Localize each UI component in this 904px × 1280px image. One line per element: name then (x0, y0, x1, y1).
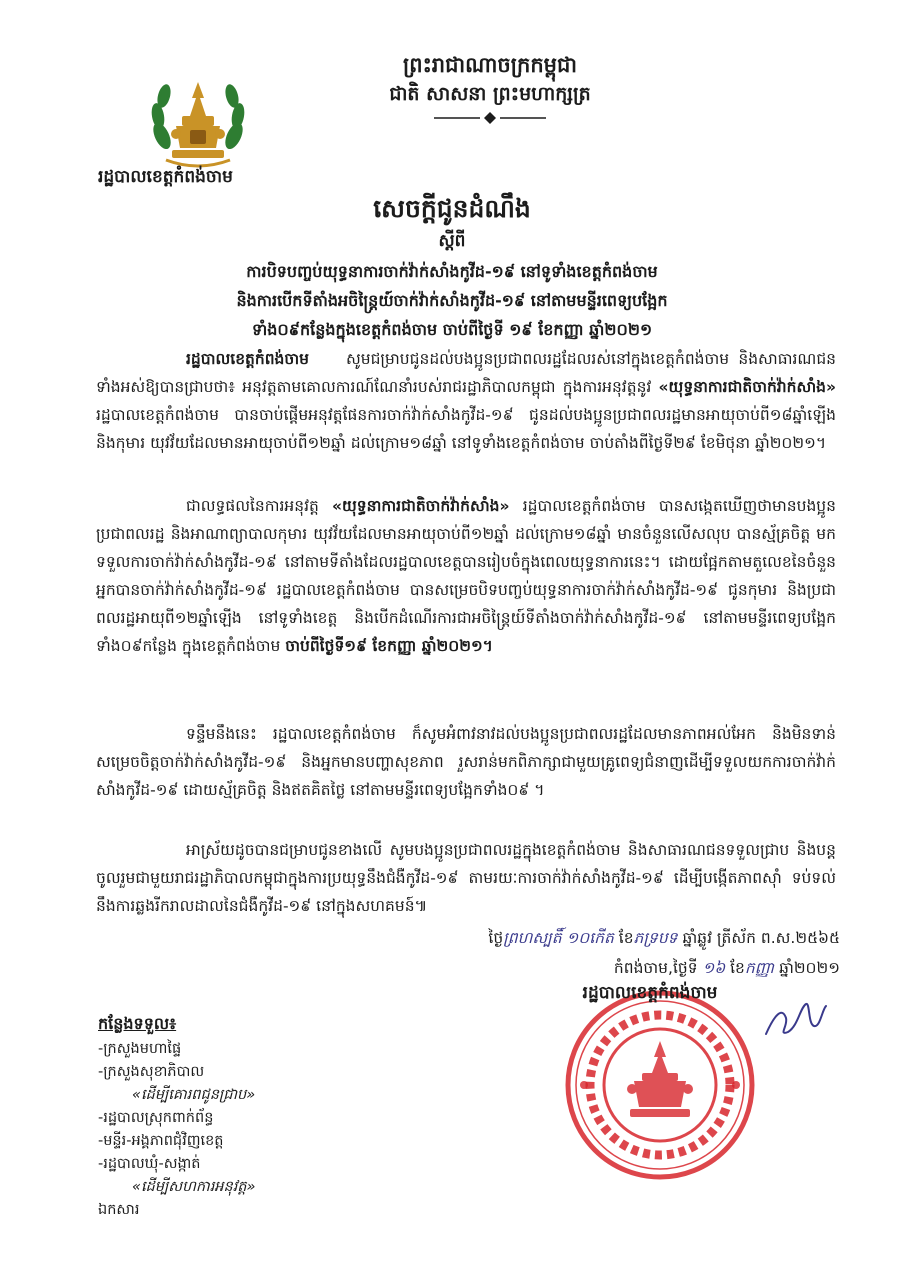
paragraph-text: សូមជម្រាបជូនដល់បងប្អូនប្រជាពលរដ្ឋដែលរស់នៅក្នុងខេត្តកំពង់ចាម និងសាធារណជនទាំងអស់ឱ្យបានជ្រាបថា៖ អនុវត្តតាមគោលការណ៍ណែនាំរបស់រាជរដ្ឋាភិបាលកម្ពុជា ក្នុងការអនុវត្តនូវ (96, 350, 836, 396)
lunar-month-handwritten: ភទ្របទ (633, 929, 678, 947)
year: ឆ្នាំ២០២១ (779, 959, 840, 977)
document-title: សេចក្តីជូនដំណឹង (373, 194, 531, 223)
campaign-name: «យុទ្ធនាការជាតិចាក់វ៉ាក់សាំង» (658, 378, 836, 396)
lunar-day-label: ថ្ងៃ (488, 929, 504, 947)
month-handwritten: កញ្ញា (744, 959, 775, 977)
lunar-day-handwritten: ព្រហស្បតិ៍ ១០កើត (503, 929, 614, 947)
subject-line: ទាំង០៩កន្លែងក្នុងខេត្តកំពង់ចាម ចាប់ពីថ្ងៃទី ១៩ ខែកញ្ញា ឆ្នាំ២០២១ (251, 320, 653, 339)
recipient-note: «ដើម្បីសហការអនុវត្ត» (132, 1179, 256, 1195)
day-handwritten: ១៦ (702, 959, 726, 977)
lunar-year: ឆ្នាំឆ្លូវ ត្រីស័ក ព.ស.២៥៦៥ (682, 929, 840, 947)
recipient-item: -រដ្ឋបាលស្រុកពាក់ព័ន្ធ (98, 1110, 214, 1126)
month-label: ខែ (730, 959, 745, 977)
subject-line: និងការបើកទីតាំងអចិន្ត្រៃយ៍ចាក់វ៉ាក់សាំងកូវីដ-១៩ នៅតាមមន្ទីរពេទ្យបង្អែក (236, 291, 668, 310)
issuing-authority: រដ្ឋបាលខេត្តកំពង់ចាម (98, 167, 233, 187)
royal-emblem-icon (146, 76, 250, 172)
paragraph-text: រដ្ឋបាលខេត្តកំពង់ចាម បានចាប់ផ្តើមអនុវត្តផែនការចាក់វ៉ាក់សាំងកូវីដ-១៩ ជូនដល់បងប្អូនប្រជាពលរដ្ឋមានអាយុចាប់ពី១៨ឆ្នាំឡើង និងកុមារ យុវវ័យដែលមានអាយុចាប់ពី១២ឆ្នាំ ដល់ក្រោម១៨ឆ្នាំ នៅទូទាំងខេត្តកំពង់ចាម ចាប់តាំងពីថ្ងៃទី២៩ ខែមិថុនា ឆ្នាំ២០២១។ (96, 406, 836, 452)
effective-date: ចាប់ពីថ្ងៃទី១៩ ខែកញ្ញា ឆ្នាំ២០២១។ (285, 637, 493, 655)
lunar-month-label: ខែ (618, 929, 634, 947)
recipient-item: -ក្រសួងមហាផ្ទៃ (98, 1041, 182, 1057)
paragraph-lead: រដ្ឋបាលខេត្តកំពង់ចាម (186, 350, 309, 368)
paragraph-text: ជាលទ្ធផលនៃការអនុវត្ត (186, 497, 319, 515)
campaign-name: «យុទ្ធនាការជាតិចាក់វ៉ាក់សាំង» (332, 497, 510, 515)
lunar-date (420, 924, 840, 952)
body-paragraph-3: ទន្ទឹមនឹងនេះ រដ្ឋបាលខេត្តកំពង់ចាម ក៏សូមអំពាវនាវដល់បងប្អូនប្រជាពលរដ្ឋដែលមានភាពអល់អែក និងមិនទាន់សម្រេចចិត្តចាក់វ៉ាក់សាំងកូវីដ-១៩ និងអ្នកមានបញ្ហាសុខភាព រួសរាន់មកពិភាក្សាជាមួយគ្រូពេទ្យជំនាញដើម្បីទទួលយកការចាក់វ៉ាក់សាំងកូវីដ-១៩ ដោយស្ម័គ្រចិត្ត និងឥតគិតថ្លៃ នៅតាមមន្ទីរពេទ្យបង្អែកទាំង០៩ ។ (96, 725, 836, 799)
body-paragraph-2 (96, 492, 836, 716)
recipient-item: -មន្ទីរ-អង្គភាពជុំវិញខេត្ត (98, 1133, 224, 1149)
recipients-title: កន្លែងទទួល៖ (98, 1014, 177, 1033)
recipient-item: -ក្រសួងសុខាភិបាល (98, 1064, 205, 1080)
kingdom-heading: ព្រះរាជាណាចក្រកម្ពុជា (402, 53, 577, 77)
recipient-note: «ដើម្បីគោរពជូនជ្រាប» (132, 1087, 256, 1103)
subject-line: ការបិទបញ្ចប់យុទ្ធនាការចាក់វ៉ាក់សាំងកូវីដ-១៩ នៅទូទាំងខេត្តកំពង់ចាម (246, 262, 658, 281)
recipient-item: ឯកសារ (98, 1202, 140, 1218)
signatory-authority: រដ្ឋបាលខេត្តកំពង់ចាម (582, 983, 718, 1003)
official-seal-stamp (560, 985, 760, 1185)
solar-date (470, 954, 840, 982)
recipient-item: -រដ្ឋបាលឃុំ-សង្កាត់ (98, 1156, 201, 1172)
body-paragraph-4: អាស្រ័យដូចបានជម្រាបជូនខាងលើ សូមបងប្អូនប្រជាពលរដ្ឋក្នុងខេត្តកំពង់ចាម និងសាធារណជនទទួលជ្រាប និងបន្តចូលរួមជាមួយរាជរដ្ឋាភិបាលកម្ពុជាក្នុងការប្រយុទ្ធនឹងជំងឺកូវីដ-១៩ តាមរយៈការចាក់វ៉ាក់សាំងកូវីដ-១៩ ដើម្បីបង្កើតភាពស៊ាំ ទប់ទល់នឹងការឆ្លងរីករាលដាលនៃជំងឺកូវីដ-១៩ នៅក្នុងសហគមន៍៕ (96, 841, 836, 915)
document-subject-label: ស្តីពី (438, 231, 466, 251)
national-motto: ជាតិ សាសនា ព្រះមហាក្សត្រ (389, 83, 591, 105)
header-ornament (430, 110, 550, 124)
recipients-list (98, 1010, 418, 1222)
paragraph-text: រដ្ឋបាលខេត្តកំពង់ចាម បានសង្កេតឃើញថាមានបងប្អូនប្រជាពលរដ្ឋ និងអាណាព្យាបាលកុមារ យុវវ័យដែលមានអាយុចាប់ពី១២ឆ្នាំ ដល់ក្រោម១៨ឆ្នាំ មានចំនួនលើសលុប បានស្ម័គ្រចិត្ត មកទទួលការចាក់វ៉ាក់សាំងកូវីដ-១៩ នៅតាមទីតាំងដែលរដ្ឋបាលខេត្តបានរៀបចំក្នុងពេលយុទ្ធនាការនេះ។ ដោយផ្អែកតាមតួលេខនៃចំនួនអ្នកបានចាក់វ៉ាក់សាំងកូវីដ-១៩ រដ្ឋបាលខេត្តកំពង់ចាម បានសម្រេចបិទបញ្ចប់យុទ្ធនាការចាក់វ៉ាក់សាំងកូវីដ-១៩ ជូនកុមារ និងប្រជាពលរដ្ឋអាយុពី១២ឆ្នាំឡើង នៅទូទាំងខេត្ត និងបើកដំណើរការជាអចិន្ត្រៃយ៍ទីតាំងចាក់វ៉ាក់សាំងកូវីដ-១៩ នៅតាមមន្ទីរពេទ្យបង្អែកទាំង០៩កន្លែង ក្នុងខេត្តកំពង់ចាម (96, 497, 836, 655)
place-day-label: កំពង់ចាម,ថ្ងៃទី (613, 959, 698, 977)
body-paragraph-1 (96, 345, 836, 485)
handwritten-signature (760, 996, 830, 1046)
